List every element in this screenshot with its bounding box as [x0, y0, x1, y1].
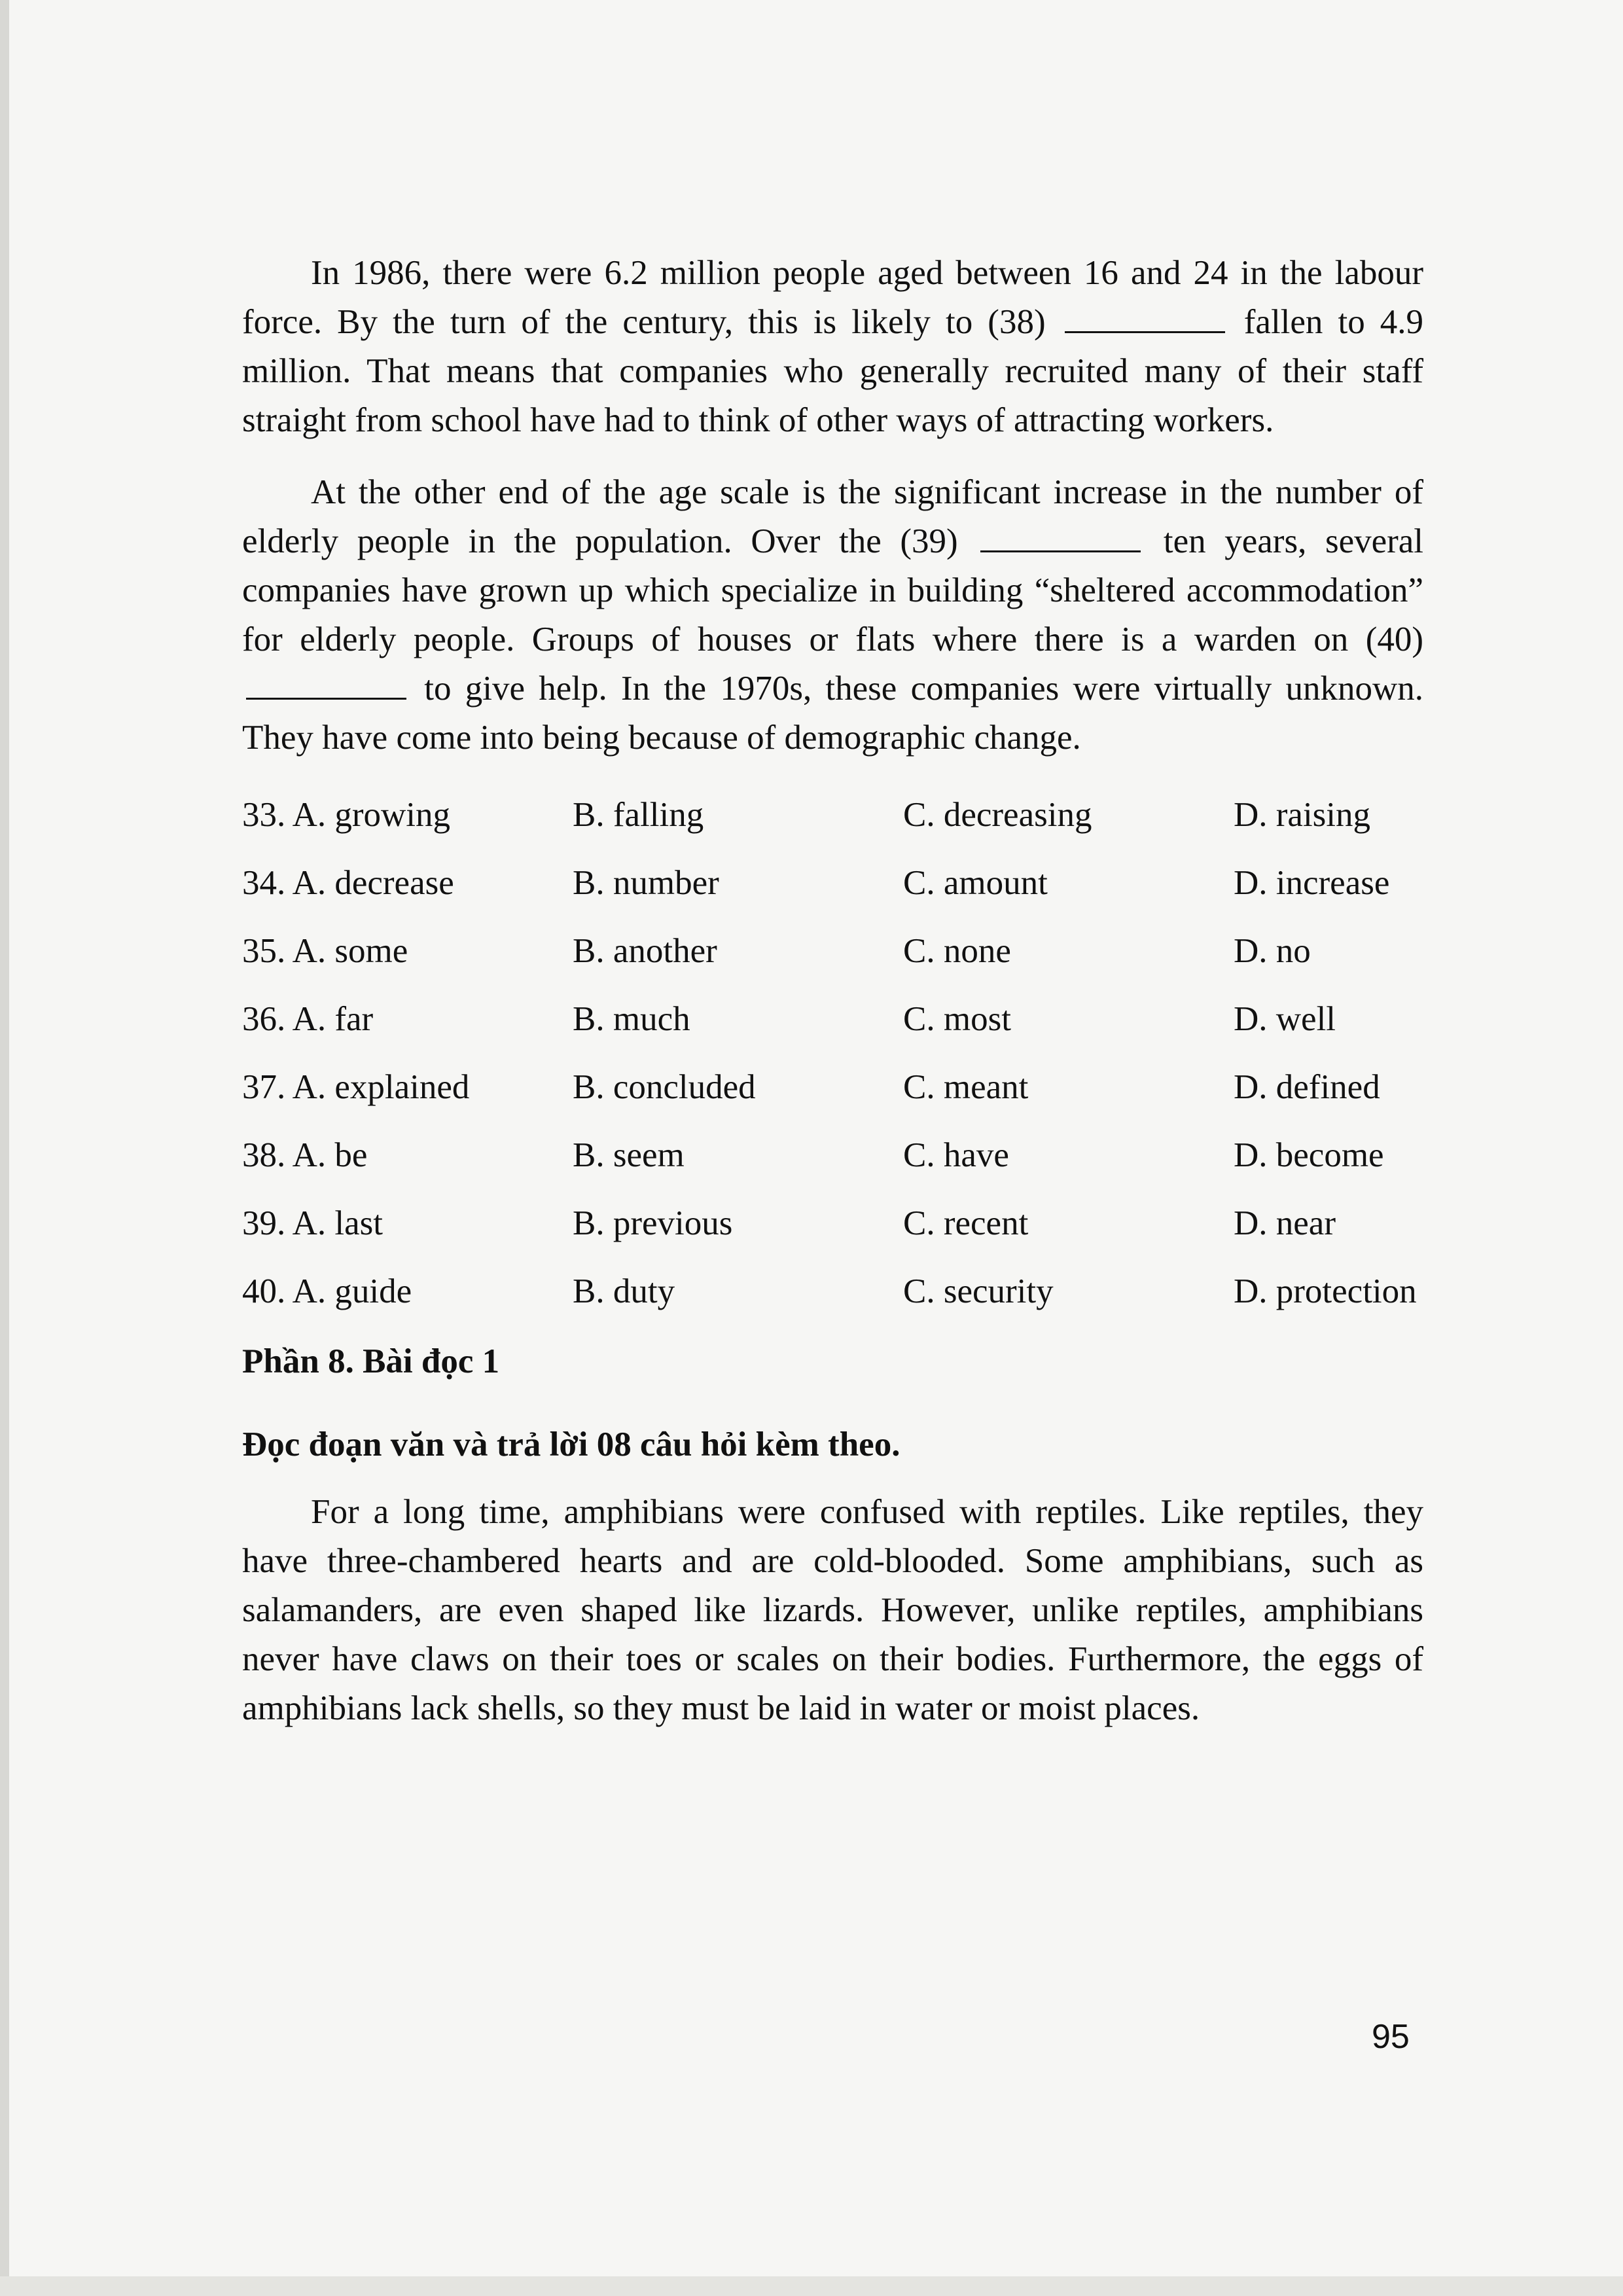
spacer: [242, 1469, 1423, 1488]
option-c: C. amount: [903, 864, 1048, 902]
option-a: 34. A. decrease: [242, 864, 454, 902]
option-a: 35. A. some: [242, 932, 408, 970]
passage-paragraph-3: For a long time, amphibians were confused with reptiles. Like reptiles, they have three-chambered hearts and are cold-blooded. Some amphibians, such as salamanders, are even shaped like lizards. However, unlike reptiles, amphibians never have claws on their toes or scales on their bodies. Furthermore, the eggs of amphibians lack shells, so they must be laid in water or moist places.: [242, 1493, 1423, 1727]
spacer: [242, 445, 1423, 468]
question-row: [242, 781, 1423, 849]
question-list: [242, 781, 1423, 1325]
option-a: 33. A. growing: [242, 796, 450, 834]
scan-edge-bottom: [0, 2276, 1623, 2296]
blank-40: [246, 669, 406, 700]
option-b: B. number: [573, 864, 719, 902]
option-d: D. protection: [1234, 1272, 1417, 1310]
option-c: C. most: [903, 1000, 1011, 1038]
option-a: 40. A. guide: [242, 1272, 412, 1310]
paragraph-text: In 1986, there were 6.2 million people aged between 16 and 24 in the labour force. By the turn of the century, this is likely to (38): [242, 254, 1423, 341]
option-b: B. concluded: [573, 1068, 756, 1106]
question-row: [242, 1053, 1423, 1121]
passage-paragraph-2: [242, 468, 1423, 762]
section-title: Phần 8. Bài đọc 1: [242, 1342, 500, 1380]
option-d: D. near: [1234, 1204, 1336, 1242]
option-c: C. none: [903, 932, 1011, 970]
option-d: D. defined: [1234, 1068, 1380, 1106]
blank-38: [1065, 302, 1225, 333]
question-row: [242, 985, 1423, 1053]
option-d: D. no: [1234, 932, 1311, 970]
option-b: B. duty: [573, 1272, 675, 1310]
option-a: 39. A. last: [242, 1204, 383, 1242]
option-d: D. become: [1234, 1136, 1384, 1174]
section-instruction: Đọc đoạn văn và trả lời 08 câu hỏi kèm theo.: [242, 1426, 901, 1463]
question-row: [242, 1257, 1423, 1325]
option-d: D. raising: [1234, 796, 1371, 834]
option-b: B. another: [573, 932, 717, 970]
blank-39: [980, 522, 1141, 552]
page-content: [242, 249, 1423, 1733]
option-c: C. security: [903, 1272, 1054, 1310]
question-row: [242, 1189, 1423, 1257]
option-c: C. recent: [903, 1204, 1029, 1242]
option-c: C. decreasing: [903, 796, 1092, 834]
option-b: B. falling: [573, 796, 704, 834]
question-row: [242, 849, 1423, 917]
option-d: D. increase: [1234, 864, 1390, 902]
paragraph-text: At the other end of the age scale is the significant increase in the number of elderly people in the population. Over the (39): [242, 473, 1423, 560]
option-c: C. have: [903, 1136, 1009, 1174]
option-d: D. well: [1234, 1000, 1336, 1038]
option-a: 37. A. explained: [242, 1068, 470, 1106]
option-a: 36. A. far: [242, 1000, 374, 1038]
paragraph-text: fallen to 4.9 million. That means that companies who generally recruited many of their staff straight from school have had to think of other ways of attracting workers.: [242, 303, 1424, 439]
page-number: 95: [1372, 2018, 1410, 2056]
option-a: 38. A. be: [242, 1136, 368, 1174]
option-b: B. previous: [573, 1204, 733, 1242]
option-b: B. much: [573, 1000, 690, 1038]
passage-paragraph-1: [242, 249, 1423, 445]
question-row: [242, 1121, 1423, 1189]
paragraph-text: to give help. In the 1970s, these companies were virtually unknown. They have come into being because of demographic change.: [242, 670, 1424, 757]
paragraph-text: ten years, several companies have grown up which specialize in building “sheltered accommodation” for elderly people. Groups of houses or flats where there is a warden on (40): [242, 522, 1424, 658]
scan-edge-left: [0, 0, 9, 2296]
option-c: C. meant: [903, 1068, 1029, 1106]
option-b: B. seem: [573, 1136, 685, 1174]
question-row: [242, 917, 1423, 985]
